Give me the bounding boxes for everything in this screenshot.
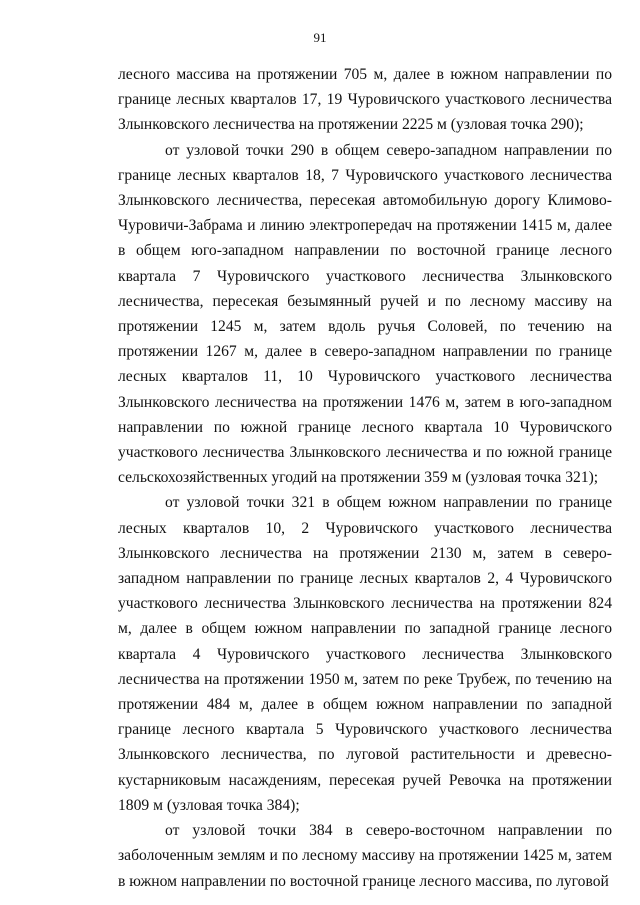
- page-number: 91: [313, 30, 327, 45]
- paragraph: от узловой точки 384 в северо-восточном направлении по заболоченным землям и по лесному массиву на протяжении 1425 м, затем в южном направлении по восточной границе лесного массива, по луговой: [118, 822, 612, 890]
- paragraph: от узловой точки 321 в общем южном направлении по границе лесных кварталов 10, 2 Чуровичского участкового лесничества Злынковского лесничества на протяжении 2130 м, затем в северо-западном направлении по границе лесных кварталов 2, 4 Чуровичского участкового лесничества Злынковского лесничества на протяжении 824 м, далее в общем южном направлении по западной границе лесного квартала 4 Чуровичского участкового лесничества Злынковского лесничества на протяжении 1950 м, затем по реке Трубеж, по течению на протяжении 484 м, далее в общем южном направлении по западной границе лесного квартала 5 Чуровичского участкового лесничества Злынковского лесничества, по луговой растительности и древесно-кустарниковым насаждениям, пересекая ручей Ревочка на протяжении 1809 м (узловая точка 384);: [118, 494, 612, 814]
- document-body: [118, 62, 612, 894]
- paragraph-continued: лесного массива на протяжении 705 м, далее в южном направлении по границе лесных кварталов 17, 19 Чуровичского участкового лесничества Злынковского лесничества на протяжении 2225 м (узловая точка 290);: [118, 66, 612, 134]
- paragraph: от узловой точки 290 в общем северо-западном направлении по границе лесных кварталов 18, 7 Чуровичского участкового лесничества Злынковского лесничества, пересекая автомобильную дорогу Климово-Чуровичи-Забрама и линию электропередач на протяжении 1415 м, далее в общем юго-западном направлении по восточной границе лесного квартала 7 Чуровичского участкового лесничества Злынковского лесничества, пересекая безымянный ручей и по лесному массиву на протяжении 1245 м, затем вдоль ручья Соловей, по течению на протяжении 1267 м, далее в северо-западном направлении по границе лесных кварталов 11, 10 Чуровичского участкового лесничества Злынковского лесничества на протяжении 1476 м, затем в юго-западном направлении по южной границе лесного квартала 10 Чуровичского участкового лесничества Злынковского лесничества и по южной границе сельскохозяйственных угодий на протяжении 359 м (узловая точка 321);: [118, 141, 612, 487]
